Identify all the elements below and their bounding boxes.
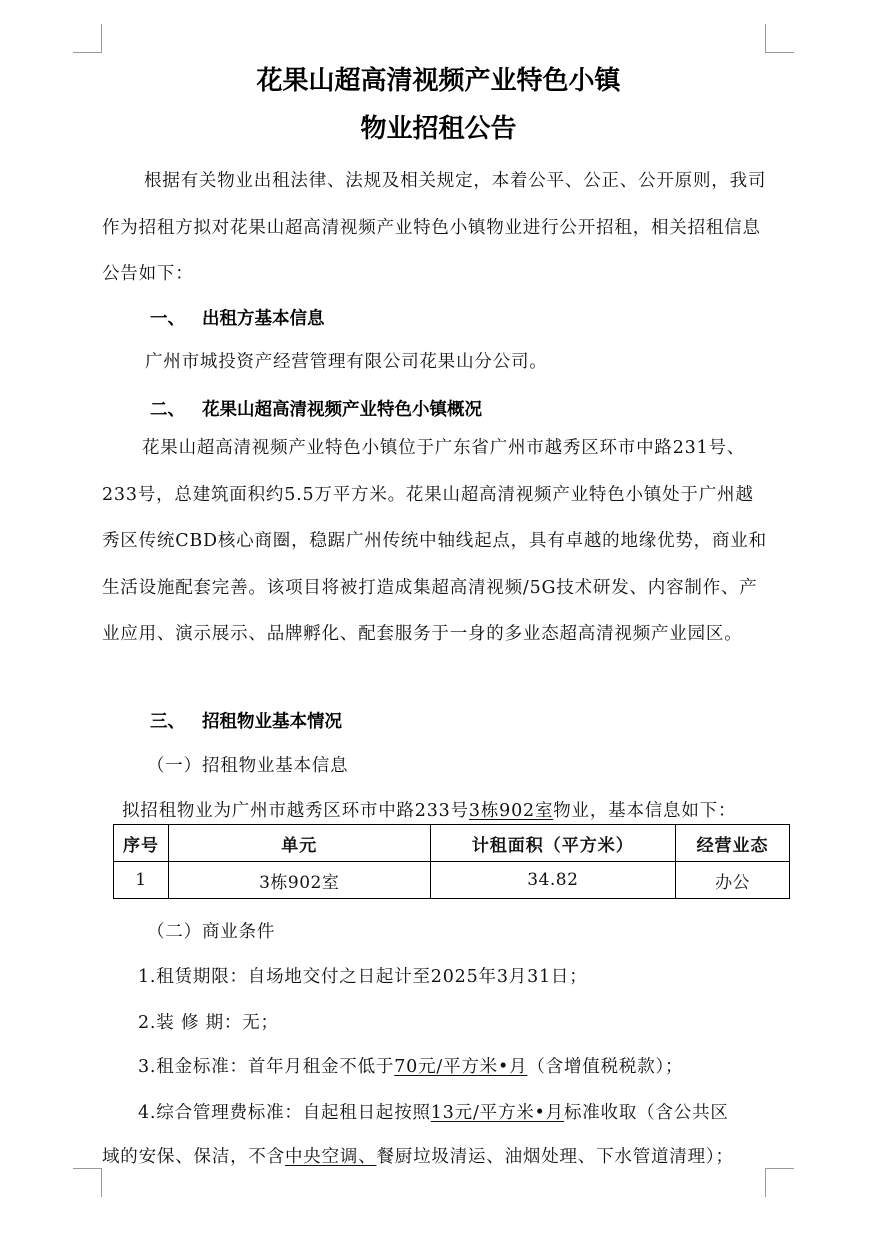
table-row <box>114 862 790 899</box>
table-cell: 1 <box>114 862 169 899</box>
table-header-cell: 经营业态 <box>676 825 790 862</box>
crop-mark-bottom-right <box>765 1168 794 1197</box>
section-heading-2 <box>150 396 482 421</box>
subsection-title: 招租物业基本信息 <box>202 756 349 776</box>
rent-tail: （含增值税税款）； <box>527 1057 684 1077</box>
table-header-row <box>114 825 790 862</box>
crop-mark-top-right <box>765 24 794 53</box>
subsection-heading-1 <box>147 752 348 777</box>
crop-mark-top-left <box>73 24 102 53</box>
subsection-heading-2 <box>147 918 275 943</box>
condition-lease-term: 1.租赁期限：自场地交付之日起计至2025年3月31日； <box>138 967 588 987</box>
property-intro-text: 拟招租物业为广州市越秀区环市中路233号 <box>122 801 469 821</box>
section-number: 二、 <box>150 400 185 420</box>
subsection-title: 商业条件 <box>202 922 276 942</box>
table-header-cell: 序号 <box>114 825 169 862</box>
table-cell: 3栋902室 <box>168 862 430 899</box>
condition-decoration-period: 2.装 修 期：无； <box>138 1013 279 1033</box>
fee-excluded-underlined: 中央空调、 <box>285 1147 377 1167</box>
fee-tail: 标准收取（含公共区 <box>563 1103 729 1123</box>
fee-scope-tail: 餐厨垃圾清运、油烟处理、下水管道清理）； <box>376 1147 734 1167</box>
section-title: 出租方基本信息 <box>202 309 325 329</box>
condition-management-fee <box>138 1099 729 1124</box>
rent-text: 3.租金标准：首年月租金不低于 <box>138 1057 395 1077</box>
section-number: 三、 <box>150 712 185 732</box>
document-title: 花果山超高清视频产业特色小镇 <box>256 66 621 96</box>
section-heading-1 <box>150 305 325 330</box>
property-table <box>113 824 790 899</box>
condition-rent-standard <box>138 1053 683 1078</box>
document-subtitle: 物业招租公告 <box>360 114 517 144</box>
crop-mark-bottom-left <box>73 1168 102 1197</box>
section-title: 招租物业基本情况 <box>202 712 342 732</box>
subsection-number: （二） <box>147 922 202 942</box>
table-header-cell: 单元 <box>168 825 430 862</box>
section-title: 花果山超高清视频产业特色小镇概况 <box>202 400 482 420</box>
subsection-number: （一） <box>147 756 202 776</box>
fee-text: 4.综合管理费标准：自起租日起按照 <box>138 1103 431 1123</box>
property-unit-underlined: 3栋902室 <box>468 801 554 821</box>
landlord-paragraph: 广州市城投资产经营管理有限公司花果山分公司。 <box>145 352 548 372</box>
table-cell: 办公 <box>676 862 790 899</box>
property-intro-tail: 物业，基本信息如下： <box>553 801 737 821</box>
section-number: 一、 <box>150 309 185 329</box>
rent-amount-underlined: 70元/平方米•月 <box>394 1057 528 1077</box>
overview-paragraph: 花果山超高清视频产业特色小镇位于广东省广州市越秀区环市中路231号、233号，总建筑面积约5.5万平方米。花果山超高清视频产业特色小镇处于广州越秀区传统CBD核心商圈，稳踞广州传统中轴线起点，具有卓越的地缘优势，商业和生活设施配套完善。该项目将被打造成集超高清视频/5G技术研发、内容制作、产业应用、演示展示、品牌孵化、配套服务于一身的多业态超高清视频产业园区。 <box>102 438 767 644</box>
table-header-cell: 计租面积（平方米） <box>430 825 676 862</box>
condition-management-fee-continued <box>102 1143 734 1168</box>
fee-amount-underlined: 13元/平方米•月 <box>430 1103 564 1123</box>
property-intro <box>122 797 736 822</box>
table-cell: 34.82 <box>430 862 676 899</box>
section-heading-3 <box>150 708 342 733</box>
intro-paragraph: 根据有关物业出租法律、法规及相关规定，本着公平、公正、公开原则，我司作为招租方拟对花果山超高清视频产业特色小镇物业进行公开招租，相关招租信息公告如下： <box>102 171 767 284</box>
fee-scope-text: 域的安保、保洁，不含 <box>102 1147 285 1167</box>
